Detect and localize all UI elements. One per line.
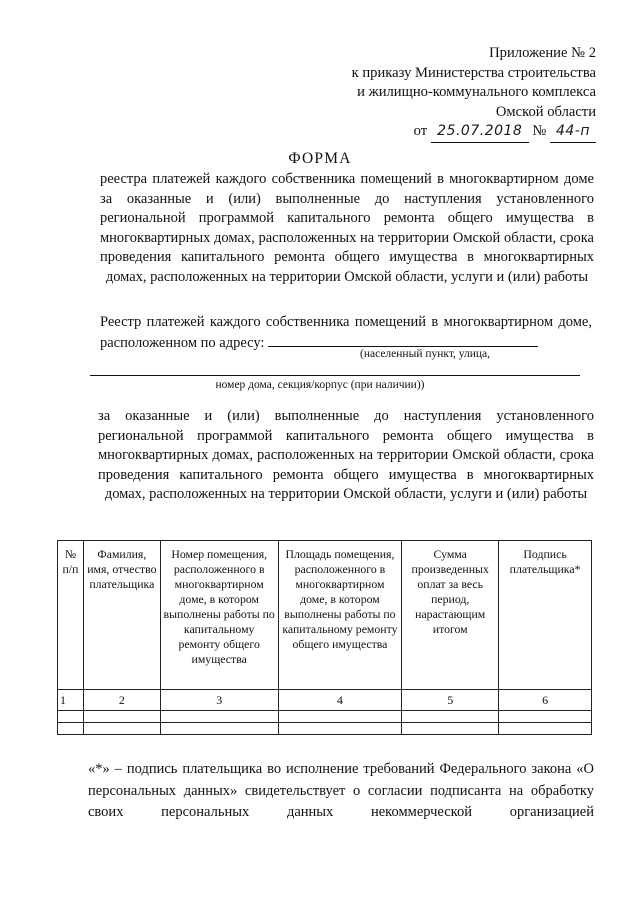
- table-cell: [278, 723, 402, 735]
- table-cell: [58, 723, 84, 735]
- table-cell: [402, 723, 499, 735]
- table-cell: [402, 711, 499, 723]
- address-input-line-2: [90, 375, 580, 376]
- date-prefix: от: [413, 123, 428, 139]
- column-number: 5: [402, 690, 499, 711]
- table-row: [58, 723, 592, 735]
- registry-heading: Реестр платежей каждого собственника помещений в многоквартирном доме, расположенном по адресу:: [100, 314, 592, 351]
- table-header-row: [58, 541, 592, 690]
- period-text: за оказанные и (или) выполненные до наступления установленного региональной программой капитального ремонта общего имущества в многоквартирных домах, расположенных на территории Омской области, срока проведения капитального ремонта общего имущества в многоквартирных домах, расположенных на территории Омской области, услуги и (или) работы: [98, 408, 594, 503]
- address-hint-2: номер дома, секция/корпус (при наличии)): [215, 379, 425, 391]
- registry-heading-block: [100, 312, 592, 353]
- table-row: [58, 711, 592, 723]
- form-description: [100, 170, 594, 288]
- appendix-region: Омской области: [495, 103, 596, 120]
- address-input-line: [268, 332, 538, 347]
- payments-registry-table: [57, 540, 592, 735]
- appendix-header: [276, 44, 596, 143]
- column-number-row: [58, 690, 592, 711]
- table-cell: [499, 711, 592, 723]
- header-number: № п/п: [58, 541, 84, 690]
- appendix-order-ref: к приказу Министерства строительства: [351, 64, 596, 81]
- appendix-ministry: и жилищно-коммунального комплекса: [357, 84, 596, 100]
- table-cell: [58, 711, 84, 723]
- period-block: [98, 407, 594, 505]
- column-number: 1: [58, 690, 84, 711]
- order-date-value: 25.07.2018: [431, 122, 529, 143]
- footnote: «*» – подпись плательщика во исполнение требований Федерального закона «О персональных данных» свидетельствует о согласии подписанта на обработку своих персональных данных некоммерческой организацией: [88, 761, 594, 820]
- form-title: ФОРМА: [288, 150, 352, 167]
- column-number: 6: [499, 690, 592, 711]
- header-premises-number: Номер помещения, расположенного в многоквартирном доме, в котором выполнены работы по капитальному ремонту общего имущества: [160, 541, 278, 690]
- column-number: 4: [278, 690, 402, 711]
- header-signature: Подпись плательщика*: [499, 541, 592, 690]
- order-date-line: [276, 122, 596, 143]
- header-payer-name: Фамилия, имя, отчество плательщика: [83, 541, 160, 690]
- appendix-title: Приложение № 2: [489, 45, 596, 61]
- table-cell: [499, 723, 592, 735]
- number-prefix: №: [532, 123, 547, 139]
- address-hint-1: (населенный пункт, улица,: [360, 348, 491, 360]
- order-number-value: 44-п: [550, 122, 596, 143]
- header-premises-area: Площадь помещения, расположенного в многоквартирном доме, в котором выполнены работы по капитальному ремонту общего имущества: [278, 541, 402, 690]
- column-number: 2: [83, 690, 160, 711]
- table-cell: [160, 723, 278, 735]
- table-cell: [83, 723, 160, 735]
- table-cell: [83, 711, 160, 723]
- table-cell: [278, 711, 402, 723]
- description-text: реестра платежей каждого собственника помещений в многоквартирном доме за оказанные и (или) выполненные до наступления установленного региональной программой капитального ремонта общего имущества в многоквартирных домах, расположенных на территории Омской области, срока проведения капитального ремонта общего имущества в многоквартирных домах, расположенных на территории Омской области, услуги и (или) работы: [100, 171, 594, 285]
- table-cell: [160, 711, 278, 723]
- column-number: 3: [160, 690, 278, 711]
- header-payment-sum: Сумма произведенных оплат за весь период, нарастающим итогом: [402, 541, 499, 690]
